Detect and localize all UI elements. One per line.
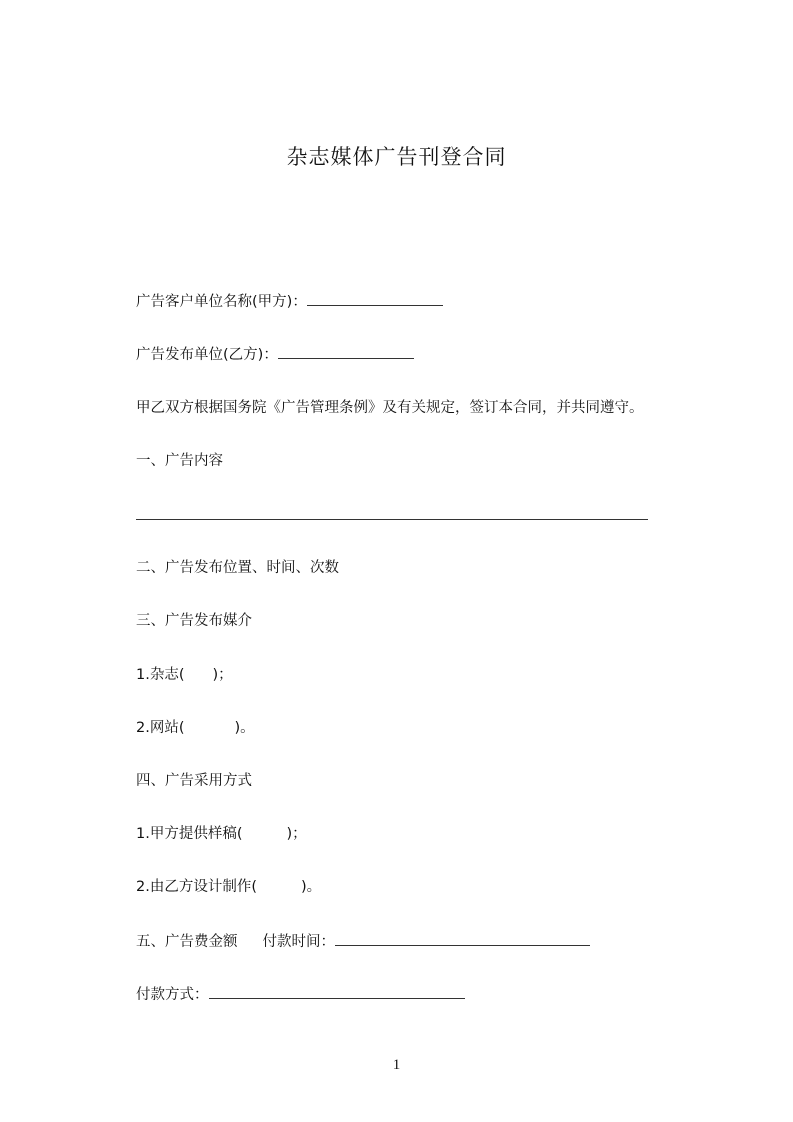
section2-heading: 二、广告发布位置、时间、次数 [136, 560, 339, 576]
method-option1-prefix: 1.甲方提供样稿( [136, 826, 243, 842]
party-a-label: 广告客户单位名称(甲方)： [136, 294, 307, 310]
document-title: 杂志媒体广告刊登合同 [286, 145, 507, 169]
media-option-website [136, 718, 255, 738]
method-option-sample [136, 824, 307, 844]
fee-line [136, 931, 590, 952]
payment-method-line [136, 984, 465, 1005]
method-option2-suffix: )。 [301, 879, 322, 895]
party-b-blank[interactable] [278, 344, 414, 359]
intro-paragraph: 甲乙双方根据国务院《广告管理条例》及有关规定，签订本合同，并共同遵守。 [136, 400, 644, 416]
page-number: 1 [392, 1057, 401, 1073]
payment-method-blank[interactable] [209, 984, 465, 999]
method-option1-suffix: )； [286, 826, 307, 842]
media-option-magazine [136, 665, 233, 685]
section3-heading: 三、广告发布媒介 [136, 613, 252, 629]
payment-time-label: 付款时间： [262, 934, 335, 950]
ad-content-blank[interactable] [136, 519, 648, 520]
payment-time-blank[interactable] [335, 931, 590, 946]
party-b-line [136, 344, 414, 365]
section5-heading: 五、广告费金额 [136, 934, 238, 950]
section4-heading: 四、广告采用方式 [136, 773, 252, 789]
party-a-blank[interactable] [307, 291, 443, 306]
media-option2-suffix: )。 [234, 720, 255, 736]
method-option-design [136, 877, 321, 897]
method-option2-prefix: 2.由乙方设计制作( [136, 879, 257, 895]
section1-heading: 一、广告内容 [136, 453, 223, 469]
party-a-line [136, 291, 443, 312]
payment-method-label: 付款方式： [136, 987, 209, 1003]
media-option1-suffix: )； [212, 667, 233, 683]
party-b-label: 广告发布单位(乙方)： [136, 347, 278, 363]
media-option1-prefix: 1.杂志( [136, 667, 185, 683]
media-option2-prefix: 2.网站( [136, 720, 185, 736]
